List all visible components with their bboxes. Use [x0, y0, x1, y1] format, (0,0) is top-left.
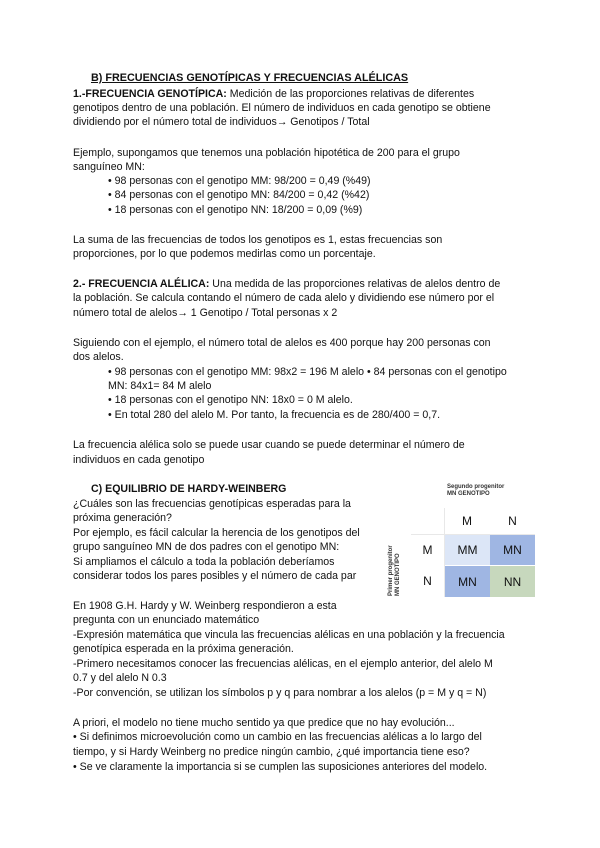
example-line-2: sanguíneo MN:: [73, 161, 145, 173]
cell-mm: MM: [445, 535, 490, 565]
cell-nn: NN: [490, 566, 535, 597]
hw-question-line: considerar todos los pares posibles y el número de cada par: [73, 570, 357, 582]
allelic-frequency-line-1: [73, 278, 500, 291]
hardy-weinberg-line-1: En 1908 G.H. Hardy y W. Weinberg respondieron a esta: [73, 600, 337, 612]
cell-mn: MN: [445, 566, 490, 597]
allelic-frequency-text: Una medida de las proporciones relativas de alelos dentro de: [209, 278, 501, 290]
hw-explanation-line: 0.7 y del alelo N 0.3: [73, 672, 167, 684]
list-item: • 18 personas con el genotipo NN: 18x0 = 0 M alelo.: [108, 394, 353, 407]
conclusion-line: tiempo, y si Hardy Weinberg no predice ningún cambio, ¿qué importancia tiene eso?: [73, 746, 470, 758]
second-parent-genotype-label: MN GENOTIPO: [447, 491, 490, 497]
allelic-frequency-line-2: la población. Se calcula contando el número de cada alelo y dividiendo ese número por el: [73, 292, 495, 304]
genotypic-frequency-line-3: dividiendo por el número total de individuos→ Genotipos / Total: [73, 116, 370, 128]
list-item: • 84 personas con el genotipo MN: 84/200 = 0,42 (%42): [108, 189, 369, 202]
continuation-line-1: Siguiendo con el ejemplo, el número total de alelos es 400 porque hay 200 personas con: [73, 337, 491, 349]
hw-question-line: ¿Cuáles son las frecuencias genotípicas esperadas para la: [73, 498, 351, 510]
first-parent-genotype-label: MN GENOTIPO: [395, 553, 401, 596]
conclusion-line: A priori, el modelo no tiene mucho sentido ya que predice que no hay evolución...: [73, 717, 455, 729]
hardy-weinberg-line-2: pregunta con un enunciado matemático: [73, 614, 260, 626]
first-parent-label: Primer progenitor: [388, 545, 394, 596]
allelic-frequency-title: 2.- FRECUENCIA ALÉLICA:: [73, 278, 210, 290]
hw-question-line: Si ampliamos el cálculo a toda la población deberíamos: [73, 556, 335, 568]
list-item: • 98 personas con el genotipo MM: 98x2 = 196 M alelo • 84 personas con el genotipo: [108, 366, 507, 379]
row-header-m: M: [422, 542, 433, 557]
hw-explanation-line: genotípica esperada en la próxima generación.: [73, 643, 294, 655]
genotypic-frequency-line-2: genotipos dentro de una población. El número de individuos en cada genotipo se obtiene: [73, 102, 491, 114]
hw-question-line: próxima generación?: [73, 512, 172, 524]
list-item: • 18 personas con el genotipo NN: 18/200 = 0,09 (%9): [108, 204, 362, 217]
hw-explanation-line: -Expresión matemática que vincula las frecuencias alélicas en una población y la frecuencia: [73, 629, 505, 641]
sum-line-1: La suma de las frecuencias de todos los genotipos es 1, estas frecuencias son: [73, 234, 443, 246]
second-parent-label: Segundo progenitor: [447, 484, 505, 490]
genotypic-frequency-line-1: [73, 88, 474, 101]
section-c-heading: C) EQUILIBRIO DE HARDY-WEINBERG: [91, 483, 287, 495]
punnett-square: [385, 480, 555, 600]
row-header-n: N: [423, 574, 432, 588]
continuation-line-2: dos alelos.: [73, 351, 124, 363]
conclusion-line: • Se ve claramente la importancia si se cumplen las suposiciones anteriores del modelo.: [73, 761, 488, 773]
hw-question-line: Por ejemplo, es fácil calcular la herencia de los genotipos del: [73, 527, 360, 539]
sum-line-2: proporciones, por lo que podemos medirlas como un porcentaje.: [73, 248, 376, 260]
conclusion-line: • Si definimos microevolución como un cambio en las frecuencias alélicas a lo largo del: [73, 731, 482, 743]
allelic-frequency-line-3: número total de alelos→ 1 Genotipo / Total personas x 2: [73, 307, 338, 319]
column-header-n: N: [508, 514, 517, 528]
list-item: • En total 280 del alelo M. Por tanto, la frecuencia es de 280/400 = 0,7.: [108, 409, 440, 422]
allelic-note-line-1: La frecuencia alélica solo se puede usar cuando se puede determinar el número de: [73, 439, 465, 451]
cell-mn: MN: [490, 535, 535, 565]
example-line-1: Ejemplo, supongamos que tenemos una población hipotética de 200 para el grupo: [73, 147, 460, 159]
hw-explanation-line: -Primero necesitamos conocer las frecuencias alélicas, en el ejemplo anterior, del alelo M: [73, 658, 493, 670]
hw-question-line: grupo sanguíneo MN de dos padres con el genotipo MN:: [73, 541, 340, 553]
genotypic-frequency-text: Medición de las proporciones relativas de diferentes: [226, 88, 475, 100]
genotypic-frequency-title: 1.-FRECUENCIA GENOTÍPICA:: [73, 88, 227, 100]
section-b-heading: B) FRECUENCIAS GENOTÍPICAS Y FRECUENCIAS ALÉLICAS: [91, 72, 409, 84]
allelic-note-line-2: individuos en cada genotipo: [73, 454, 205, 466]
list-item-continuation: MN: 84x1= 84 M alelo: [108, 380, 212, 392]
hw-explanation-line: -Por convención, se utilizan los símbolos p y q para nombrar a los alelos (p = M y q = N): [73, 687, 487, 699]
list-item: • 98 personas con el genotipo MM: 98/200 = 0,49 (%49): [108, 175, 371, 188]
column-header-m: M: [462, 514, 472, 528]
